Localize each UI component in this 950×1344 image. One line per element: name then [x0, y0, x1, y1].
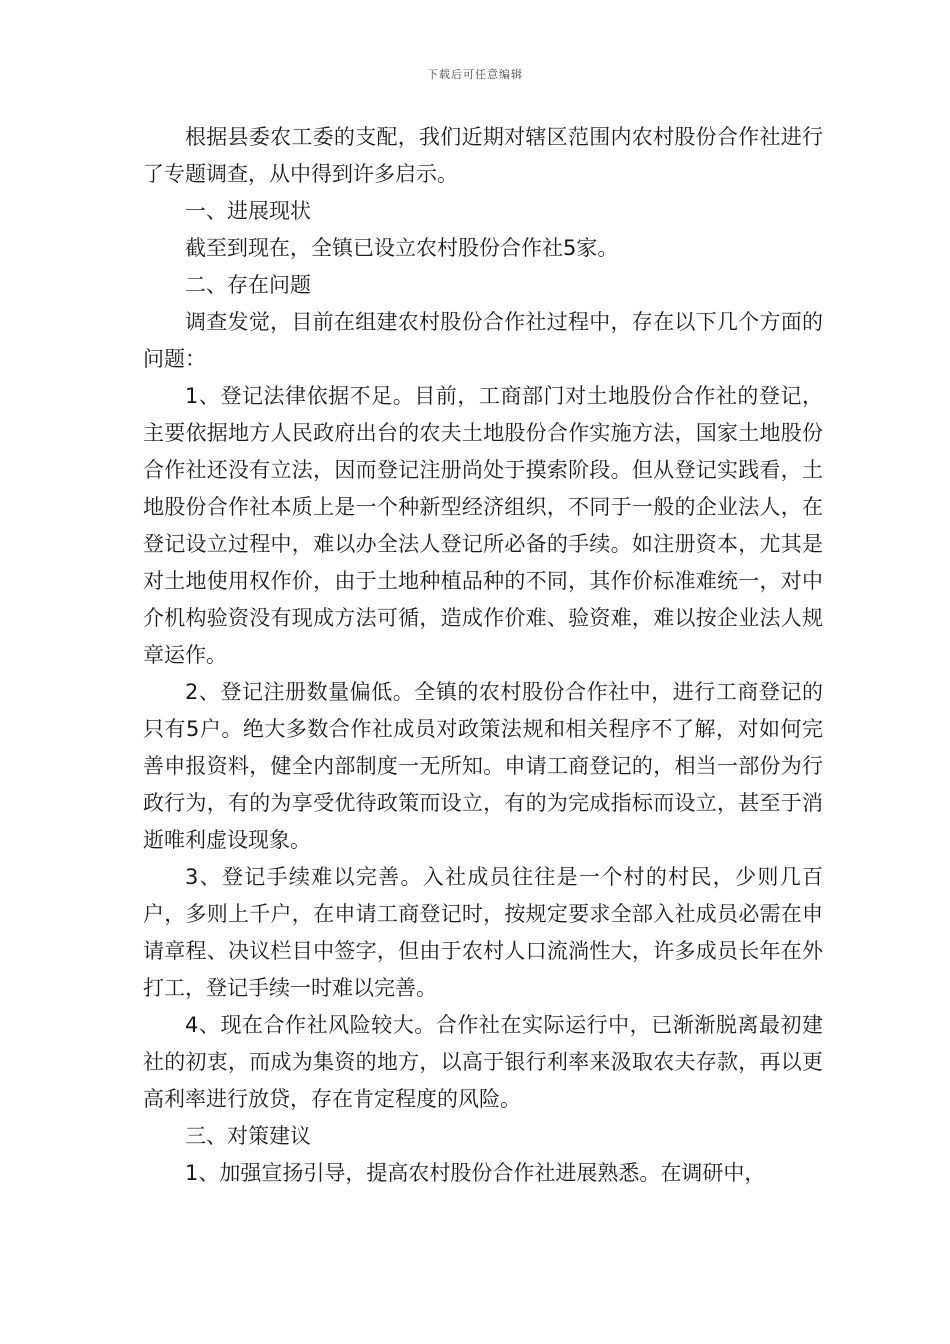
paragraph-progress: 截至到现在，全镇已设立农村股份合作社5家。 [185, 236, 619, 260]
paragraph-suggestion-1: 1、加强宣扬引导，提高农村股份合作社进展熟悉。在调研中， [185, 1161, 766, 1185]
paragraph-problems-intro: 调查发觉，目前在组建农村股份合作社过程中，存在以下几个方面的问题： [143, 310, 823, 371]
document-body [143, 119, 823, 1192]
paragraph-problem-4: 4、现在合作社风险较大。合作社在实际运行中，已渐渐脱离最初建社的初衷，而成为集资的地方，以高于银行利率来汲取农夫存款，再以更高利率进行放贷，存在肯定程度的风险。 [143, 1013, 823, 1111]
paragraph-problem-1: 1、登记法律依据不足。目前，工商部门对土地股份合作社的登记，主要依据地方人民政府出台的农夫土地股份合作实施方法，国家土地股份合作社还没有立法，因而登记注册尚处于摸索阶段。但从登记实践看，土地股份合作社本质上是一个种新型经济组织，不同于一般的企业法人，在登记设立过程中，难以办全法人登记所必备的手续。如注册资本，尤其是对土地使用权作价，由于土地种植品种的不同，其作价标准难统一，对中介机构验资没有现成方法可循，造成作价难、验资难，难以按企业法人规章运作。 [143, 384, 823, 667]
paragraph-intro: 根据县委农工委的支配，我们近期对辖区范围内农村股份合作社进行了专题调查，从中得到许多启示。 [143, 125, 823, 186]
heading-suggestions: 三、对策建议 [185, 1124, 311, 1148]
heading-progress-status: 一、进展现状 [185, 199, 311, 223]
paragraph-problem-3: 3、登记手续难以完善。入社成员往往是一个村的村民，少则几百户，多则上千户，在申请工商登记时，按规定要求全部入社成员必需在申请章程、决议栏目中签字，但由于农村人口流淌性大，许多成员长年在外打工，登记手续一时难以完善。 [143, 865, 823, 1000]
page-header: 下载后可任意编辑 [427, 68, 523, 81]
heading-problems: 二、存在问题 [185, 273, 311, 297]
paragraph-problem-2: 2、登记注册数量偏低。全镇的农村股份合作社中，进行工商登记的只有5户。绝大多数合作社成员对政策法规和相关程序不了解，对如何完善申报资料，健全内部制度一无所知。申请工商登记的，相当一部份为行政行为，有的为享受优待政策而设立，有的为完成指标而设立，甚至于消逝唯利虚设现象。 [143, 680, 823, 852]
